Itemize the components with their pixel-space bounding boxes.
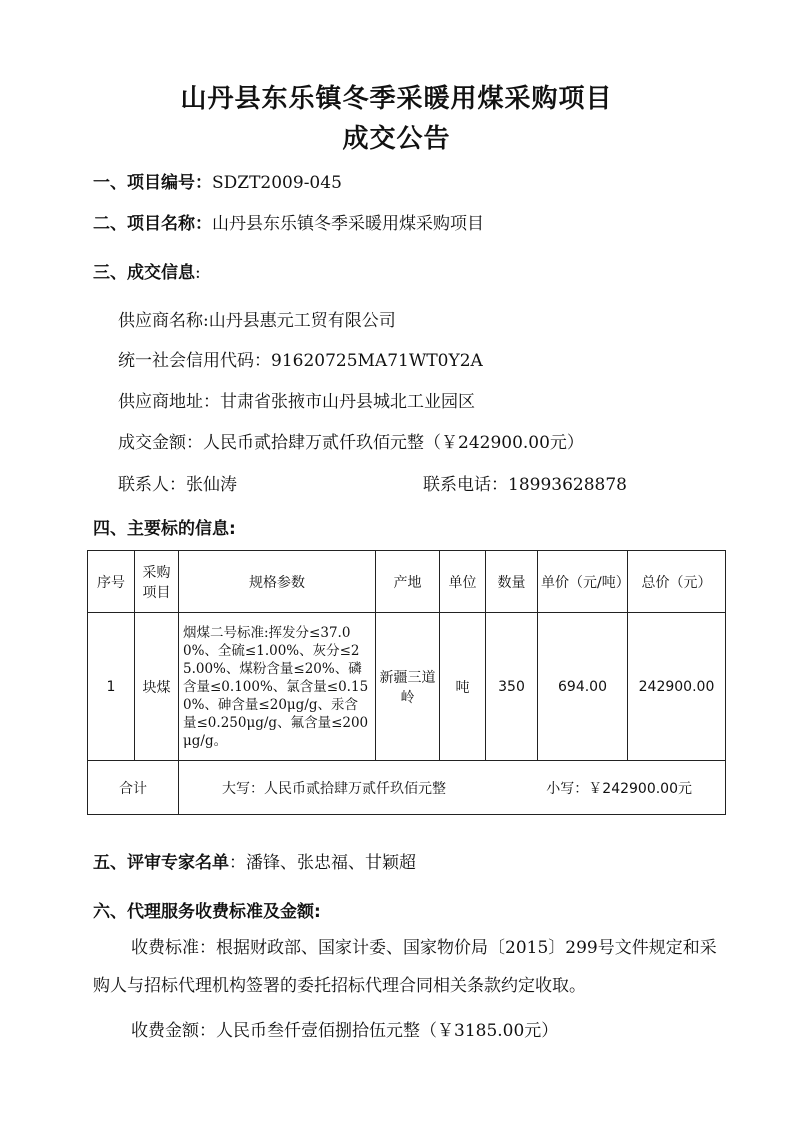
section-agency-fee <box>93 897 321 922</box>
section-deal-info <box>93 258 201 283</box>
row-unit-price: 694.00 <box>538 613 628 761</box>
header-cell: 序号 <box>88 551 135 613</box>
table-row <box>88 613 726 761</box>
section-heading: 四、主要标的信息: <box>93 519 236 539</box>
row-spec: 烟煤二号标准:挥发分≤37.00%、全硫≤1.00%、灰分≤25.00%、煤粉含量≤20%、磷含量≤0.100%、氯含量≤0.150%、砷含量≤20μg/g、汞含量≤0.250μg/g、氟含量≤200μg/g。 <box>179 613 376 761</box>
project-number: SDZT2009-045 <box>212 173 342 193</box>
credit-code: 统一社会信用代码：91620725MA71WT0Y2A <box>118 351 483 371</box>
header-cell: 规格参数 <box>179 551 376 613</box>
section-project-number <box>93 168 342 193</box>
row-number: 1 <box>88 613 135 761</box>
table-header-row <box>88 551 726 613</box>
expert-list: 潘锋、张忠福、甘颖超 <box>246 853 416 873</box>
row-quantity: 350 <box>486 613 538 761</box>
goods-table <box>87 550 726 815</box>
heading-colon: : <box>195 263 201 283</box>
supplier-name: 供应商名称:山丹县惠元工贸有限公司 <box>118 311 396 331</box>
deal-amount: 成交金额：人民币贰拾肆万贰仟玖佰元整（￥242900.00元） <box>118 433 584 453</box>
row-origin: 新疆三道岭 <box>376 613 440 761</box>
contact-person: 联系人：张仙涛 <box>118 475 237 495</box>
fee-standard: 收费标准：根据财政部、国家计委、国家物价局〔2015〕299号文件规定和采购人与招标代理机构签署的委托招标代理合同相关条款约定收取。 <box>93 938 717 996</box>
fee-amount: 收费金额：人民币叁仟壹佰捌拾伍元整（￥3185.00元） <box>131 1021 559 1041</box>
header-cell: 总价（元） <box>628 551 726 613</box>
header-cell: 产地 <box>376 551 440 613</box>
section-heading: 二、项目名称： <box>93 214 212 234</box>
section-experts <box>93 848 416 873</box>
header-cell: 单位 <box>440 551 486 613</box>
row-total-price: 242900.00 <box>628 613 726 761</box>
total-label: 合计 <box>88 761 179 815</box>
row-unit: 吨 <box>440 613 486 761</box>
section-main-goods <box>93 514 236 539</box>
header-cell: 数量 <box>486 551 538 613</box>
total-upper: 大写：人民币贰拾肆万贰仟玖佰元整 <box>222 780 446 797</box>
heading-colon: ： <box>229 853 246 873</box>
row-item: 块煤 <box>135 613 179 761</box>
section-heading: 三、成交信息 <box>93 263 195 283</box>
document-title-line2: 成交公告 <box>342 124 451 154</box>
section-heading: 五、评审专家名单 <box>93 853 229 873</box>
contact-phone: 联系电话：18993628878 <box>423 475 627 495</box>
total-amount-cell <box>179 761 726 815</box>
header-cell: 单价（元/吨） <box>538 551 628 613</box>
table-total-row <box>88 761 726 815</box>
document-title-line1: 山丹县东乐镇冬季采暖用煤采购项目 <box>180 84 613 114</box>
section-heading: 六、代理服务收费标准及金额: <box>93 902 321 922</box>
header-cell: 采购项目 <box>135 551 179 613</box>
section-heading: 一、项目编号： <box>93 173 212 193</box>
total-lower: 小写：￥242900.00元 <box>546 780 692 797</box>
section-project-name <box>93 209 484 234</box>
project-name: 山丹县东乐镇冬季采暖用煤采购项目 <box>212 214 484 234</box>
supplier-address: 供应商地址：甘肃省张掖市山丹县城北工业园区 <box>118 392 475 412</box>
